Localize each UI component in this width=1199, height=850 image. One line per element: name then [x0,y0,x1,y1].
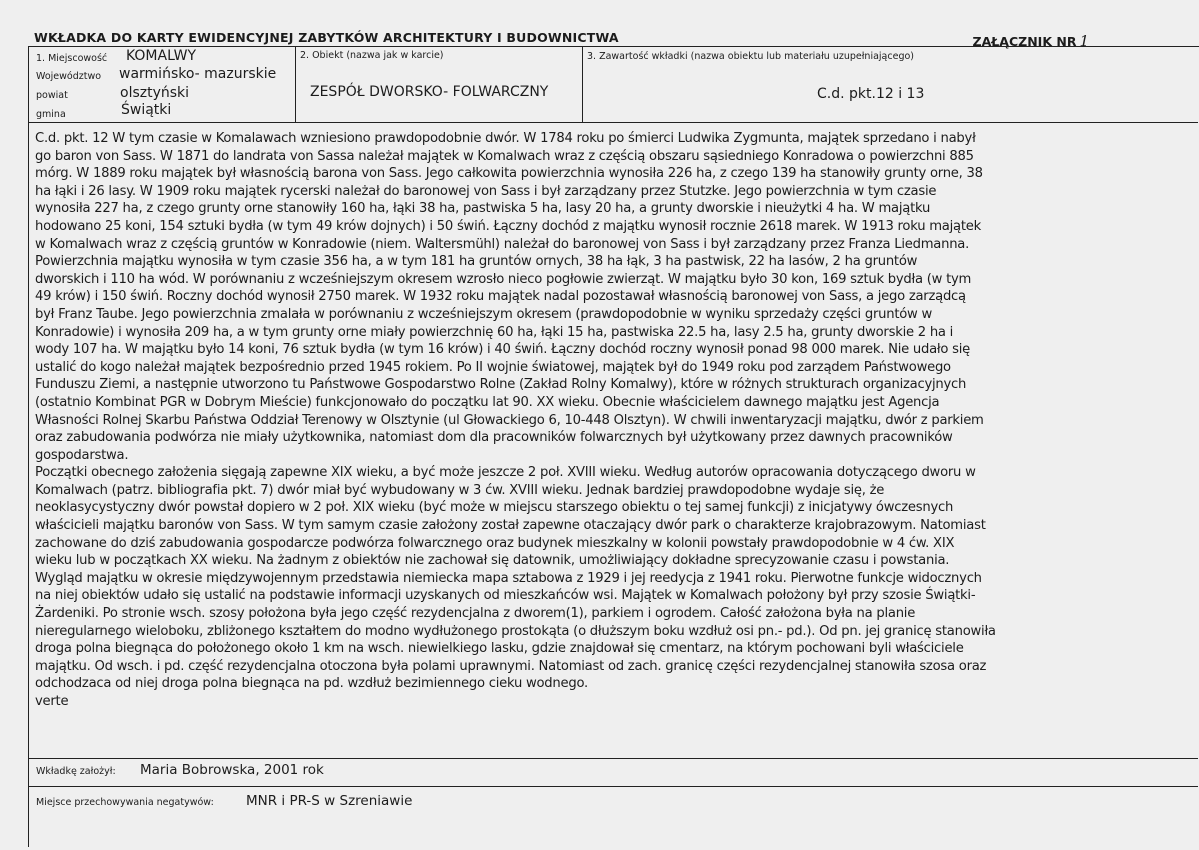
body-line: Żardeniki. Po stronie wsch. szosy położona była jego część rezydencjalna z dworem(1), parkiem i ogrodem. Całość założona była na planie [35,606,916,622]
commune-value: Świątki [121,102,172,118]
author-label: Wkładkę założył: [36,766,116,777]
body-line: wieku lub w początkach XX wieku. Na żadnym z obiektów nie zachował się datownik, umożliwiający dokładne sprecyzowanie czasu i powstania. [35,553,950,569]
content-value: C.d. pkt.12 i 13 [817,86,925,102]
negatives-label: Miejsce przechowywania negatywów: [36,797,214,808]
header [34,24,1189,50]
body-line: na niej obiektów udało się ustalić na podstawie informacji uzyskanych od mieszkańców wsi. Majątek w Komalwach położony był przy szosie Świątki- [35,588,976,604]
body-line: dworskich i 110 ha wód. W porównaniu z wcześniejszym okresem wzrosło nieco pogłowie zwierząt. W majątku było 30 kon, 169 sztuk bydła (w tym [35,271,972,287]
body-line: Powierzchnia majątku wynosiła w tym czasie 356 ha, a w tym 181 ha gruntów ornych, 38 ha łąk, 3 ha pastwisk, 22 ha lasów, 2 ha gruntów [35,254,918,270]
annex-label-text: ZAŁĄCZNIK NR [972,34,1077,49]
card-title: WKŁADKA DO KARTY EWIDENCYJNEJ ZABYTKÓW ARCHITEKTURY I BUDOWNICTWA [34,30,619,45]
content-label: 3. Zawartość wkładki (nazwa obiektu lub materiału uzupełniającego) [587,51,914,62]
body-line: nieregularnego wieloboku, zbliżonego kształtem do modno wydłużonego prostokąta (o dłuższym boku wzdłuż osi pn.- pd.). Od pn. jej granicę stanowiła [35,623,996,639]
author-value: Maria Bobrowska, 2001 rok [140,762,324,778]
body-line: Początki obecnego założenia sięgają zapewne XIX wieku, a być może jeszcze 2 poł. XVIII wieku. Według autorów opracowania dotyczącego dworu w [35,465,976,481]
commune-label: gmina [36,109,66,120]
place-label: 1. Miejscowość [36,53,108,64]
body-line: zachowane do dziś zabudowania gospodarcze podwórza folwarcznego oraz budynek mieszkalny w kolonii powstały prawdopodobnie w 4 ćw. XIX [35,535,955,551]
body-line: właścicieli majątku baronów von Sass. W tym samym czasie założony został zapewne otaczający dwór park o charakterze krajobrazowym. Natomiast [35,518,986,534]
place-value: KOMALWY [126,48,196,64]
negatives-value: MNR i PR-S w Szreniawie [246,793,413,809]
object-label: 2. Obiekt (nazwa jak w karcie) [300,50,444,61]
body-line: Własności Rolnej Skarbu Państwa Oddział Terenowy w Olsztynie (ul Głowackiego 6, 10-448 Olsztyn). W chwili inwentaryzacji majątku, dwór z parkiem [35,412,984,428]
divider-location-object [295,46,296,122]
annex-number: 1 [1079,32,1089,50]
divider-object-content [582,46,583,122]
divider-body-footer [28,758,1198,759]
body-line: Wygląd majątku w okresie międzywojennym przedstawia niemiecka mapa sztabowa z 1929 i jej reedycja z 1941 roku. Pierwotne funkcje widocznych [35,570,982,586]
body-line: wynosiła 227 ha, z czego grunty orne stanowiły 160 ha, łąki 38 ha, pastwiska 5 ha, lasy 20 ha, a grunty dworskie i nieużytki 4 ha. W majątku [35,201,931,217]
body-line: mórg. W 1889 roku majątek był własnością barona von Sass. Jego całkowita powierzchnia wynosiła 226 ha, z czego 139 ha stanowiły grunty orne, 38 [35,166,983,182]
body-line: verte [35,694,69,709]
body-line: w Komalwach wraz z częścią gruntów w Konradowie (niem. Waltersmühl) należał do baronowej von Sass i był zarządzany przez Franza Liedmanna. [35,236,970,252]
divider-header-body [28,122,1198,123]
body-line: był Franz Taube. Jego powierzchnia zmalała w porównaniu z wcześniejszym okresem (prawdopodobnie w wyniku sprzedaży części gruntów w [35,306,933,322]
voivodeship-value: warmińsko- mazurskie [119,66,277,82]
body-line: go baron von Sass. W 1871 do landrata von Sassa należał majątek w Komalwach wraz z częścią obszaru sąsiedniego Konradowa o powierzchni 885 [35,148,974,164]
body-line: wody 107 ha. W majątku było 14 koni, 76 sztuk bydła (w tym 16 krów) i 40 świń. Łączny dochód roczny wynosił ponad 98 000 marek. Nie udało się [35,342,971,358]
body-line: hodowano 25 koni, 154 sztuki bydła (w tym 49 krów dojnych) i 50 świń. Łączny dochód z majątku wynosił rocznie 2618 marek. W 1913 roku majątek [35,218,981,234]
body-line: ustalić do kogo należał majątek bezpośrednio przed 1945 rokiem. Po II wojnie światowej, majątek był do 1949 roku pod zarządem Państwowego [35,359,951,375]
body-line: odchodzaca od niej droga polna biegnąca na pd. wzdłuż bezimiennego cieku wodnego. [35,676,588,692]
body-line: gospodarstwa. [35,447,129,463]
body-line: 49 krów) i 150 świń. Roczny dochód wynosił 2750 marek. W 1932 roku majątek nadal pozostawał własnością baronowej von Sass, a jego zarządcą [35,289,966,305]
body-line: majątku. Od wsch. i pd. część rezydencjalna otoczona była polami uprawnymi. Natomiast od zach. granicę części rezydencjalnej stanowiła szosa oraz [35,658,987,674]
body-line: ha łąki i 26 lasy. W 1909 roku majątek rycerski należał do baronowej von Sass i był zarządzany przez Stutzke. Jego powierzchnia w tym czasie [35,183,937,199]
body-line: (ostatnio Kombinat PGR w Dobrym Mieście) funkcjonowało do początku lat 90. XX wieku. Obecnie właścicielem dawnego majątku jest Agencja [35,394,940,410]
body-line: oraz zabudowania podwórza nie miały użytkownika, natomiast dom dla pracowników folwarcznych był użytkowany przez dawnych pracowników [35,430,953,446]
divider-author-negatives [28,786,1198,787]
county-label: powiat [36,90,68,101]
body-line: Konradowie) i wynosiła 209 ha, a w tym grunty orne miały powierzchnię 60 ha, łąki 15 ha, pastwiska 22.5 ha, lasy 2.5 ha, grunty dworskie 2 ha i [35,324,954,340]
county-value: olsztyński [120,85,190,101]
body-line: neoklasycystyczny dwór powstał dopiero w 2 poł. XIX wieku (być może w miejscu starszego obiektu o tej samej funkcji) z inicjatywy ówczesnych [35,500,954,516]
voivodeship-label: Województwo [36,71,102,82]
body-line: Komalwach (patrz. bibliografia pkt. 7) dwór miał być wybudowany w 3 ćw. XVIII wieku. Jednak bardziej prawdopodobne wydaje się, że [35,482,885,498]
body-line: droga polna biegnąca do położonego około 1 km na wsch. niewielkiego lasku, gdzie znajdował się cmentarz, na którym pochowani byli właściciele [35,641,964,657]
body-text [35,130,1195,711]
object-value: ZESPÓŁ DWORSKO- FOLWARCZNY [310,84,549,100]
body-line: Funduszu Ziemi, a następnie utworzono tu Państwowe Gospodarstwo Rolne (Zakład Rolny Komalwy), które w różnych strukturach organizacyjnych [35,377,967,393]
body-line: C.d. pkt. 12 W tym czasie w Komalawach wzniesiono prawdopodobnie dwór. W 1784 roku po śmierci Ludwika Zygmunta, majątek sprzedano i nabył [35,131,976,146]
